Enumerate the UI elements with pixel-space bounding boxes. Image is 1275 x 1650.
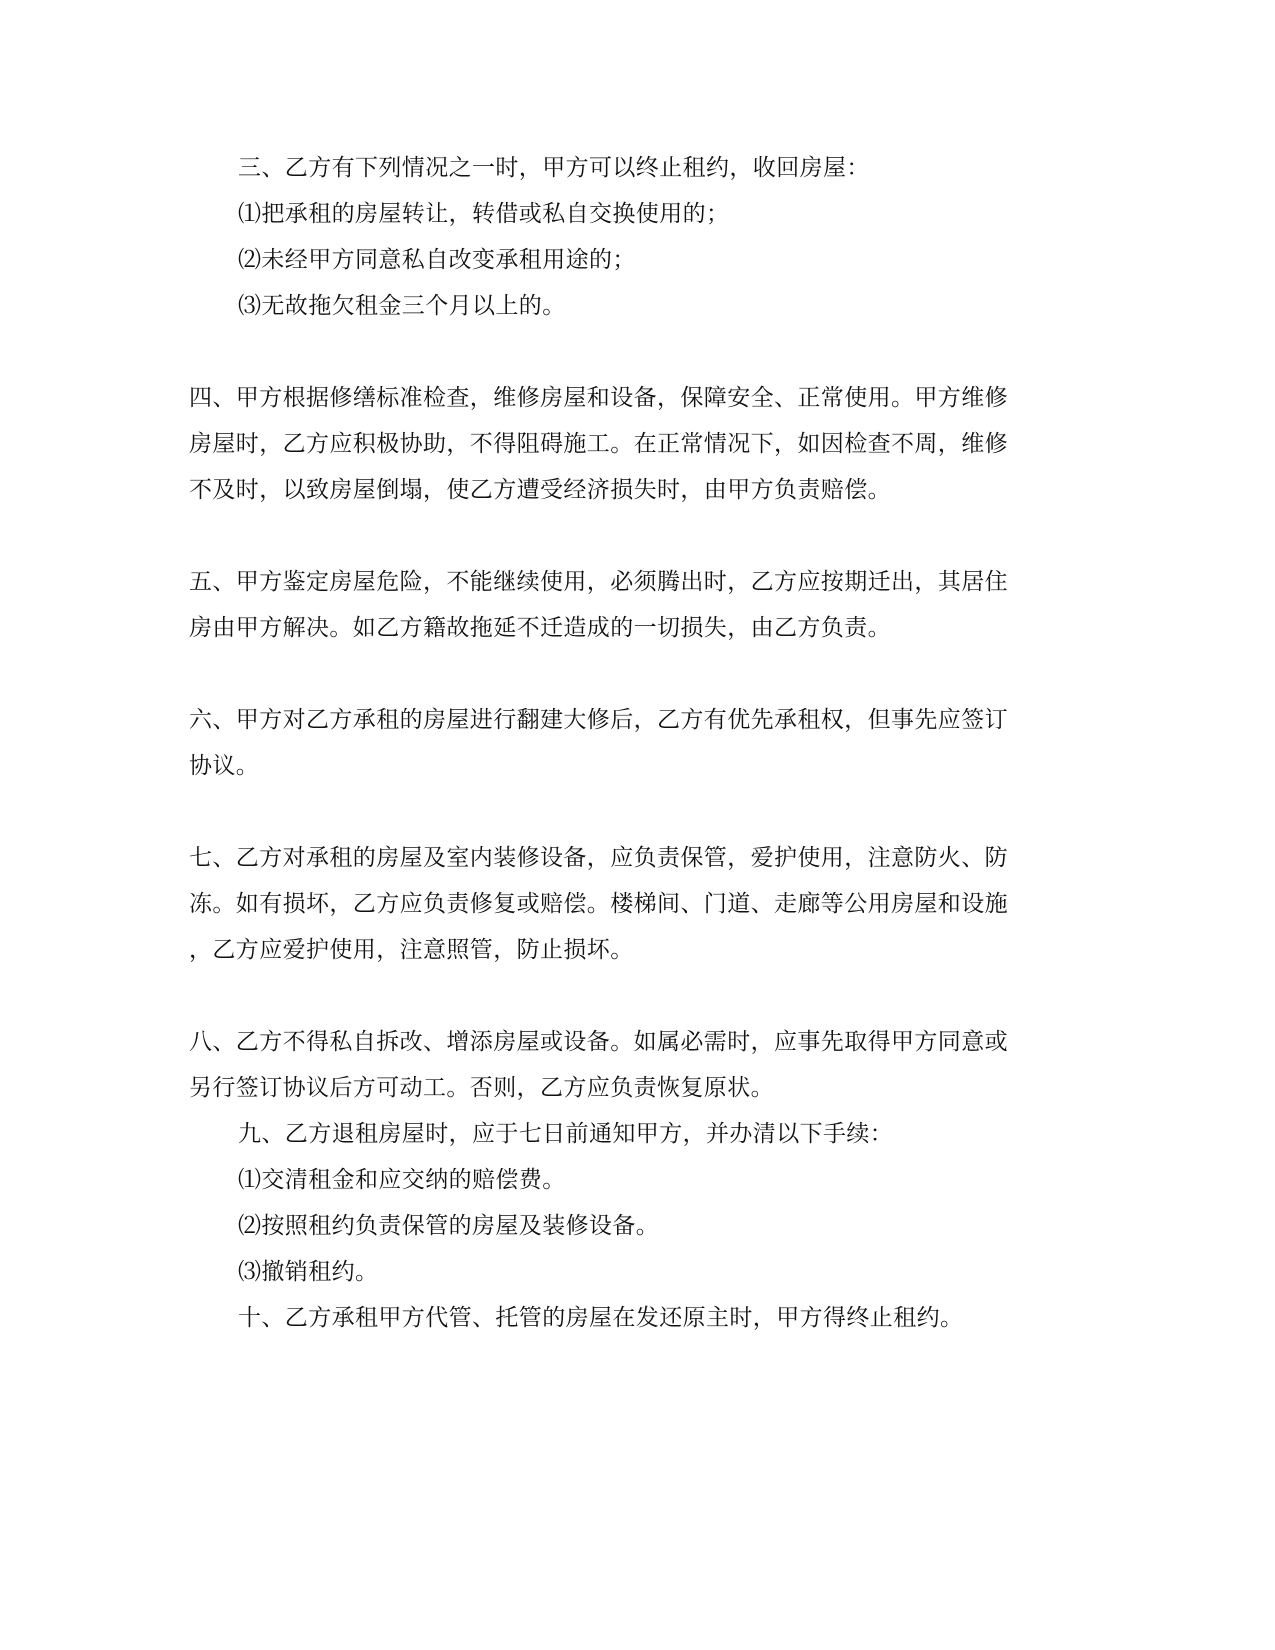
clause-10: 十、乙方承租甲方代管、托管的房屋在发还原主时，甲方得终止租约。 <box>238 1305 964 1331</box>
clause-9-item-2: ⑵按照租约负责保管的房屋及装修设备。 <box>238 1213 660 1239</box>
clause-5-line-2: 房由甲方解决。如乙方籍故拖延不迁造成的一切损失，由乙方负责。 <box>189 615 891 641</box>
clause-5-line-1: 五、甲方鉴定房屋危险，不能继续使用，必须腾出时，乙方应按期迁出，其居住 <box>189 569 1008 595</box>
clause-8-line-1: 八、乙方不得私自拆改、增添房屋或设备。如属必需时，应事先取得甲方同意或 <box>189 1029 1008 1055</box>
clause-9-item-1: ⑴交清租金和应交纳的赔偿费。 <box>238 1167 566 1193</box>
clause-4-line-3: 不及时，以致房屋倒塌，使乙方遭受经济损失时，由甲方负责赔偿。 <box>189 477 891 503</box>
clause-3-item-1: ⑴把承租的房屋转让，转借或私自交换使用的； <box>238 201 730 227</box>
clause-4-line-1: 四、甲方根据修缮标准检查，维修房屋和设备，保障安全、正常使用。甲方维修 <box>189 385 1008 411</box>
clause-7-line-3: ，乙方应爱护使用，注意照管，防止损坏。 <box>189 937 634 963</box>
clause-7-line-1: 七、乙方对承租的房屋及室内装修设备，应负责保管，爱护使用，注意防火、防 <box>189 845 1008 871</box>
clause-6-line-2: 协议。 <box>189 753 260 779</box>
clause-8-line-2: 另行签订协议后方可动工。否则，乙方应负责恢复原状。 <box>189 1075 774 1101</box>
clause-4-line-2: 房屋时，乙方应积极协助，不得阻碍施工。在正常情况下，如因检查不周，维修 <box>189 431 1008 457</box>
clause-3-item-3: ⑶无故拖欠租金三个月以上的。 <box>238 293 566 319</box>
clause-9-item-3: ⑶撤销租约。 <box>238 1259 379 1285</box>
clause-7-line-2: 冻。如有损坏，乙方应负责修复或赔偿。楼梯间、门道、走廊等公用房屋和设施 <box>189 891 1008 917</box>
clause-9-heading: 九、乙方退租房屋时，应于七日前通知甲方，并办清以下手续： <box>238 1121 894 1147</box>
clause-6-line-1: 六、甲方对乙方承租的房屋进行翻建大修后，乙方有优先承租权，但事先应签订 <box>189 707 1008 733</box>
clause-3-heading: 三、乙方有下列情况之一时，甲方可以终止租约，收回房屋： <box>238 155 870 181</box>
clause-3-item-2: ⑵未经甲方同意私自改变承租用途的； <box>238 247 636 273</box>
